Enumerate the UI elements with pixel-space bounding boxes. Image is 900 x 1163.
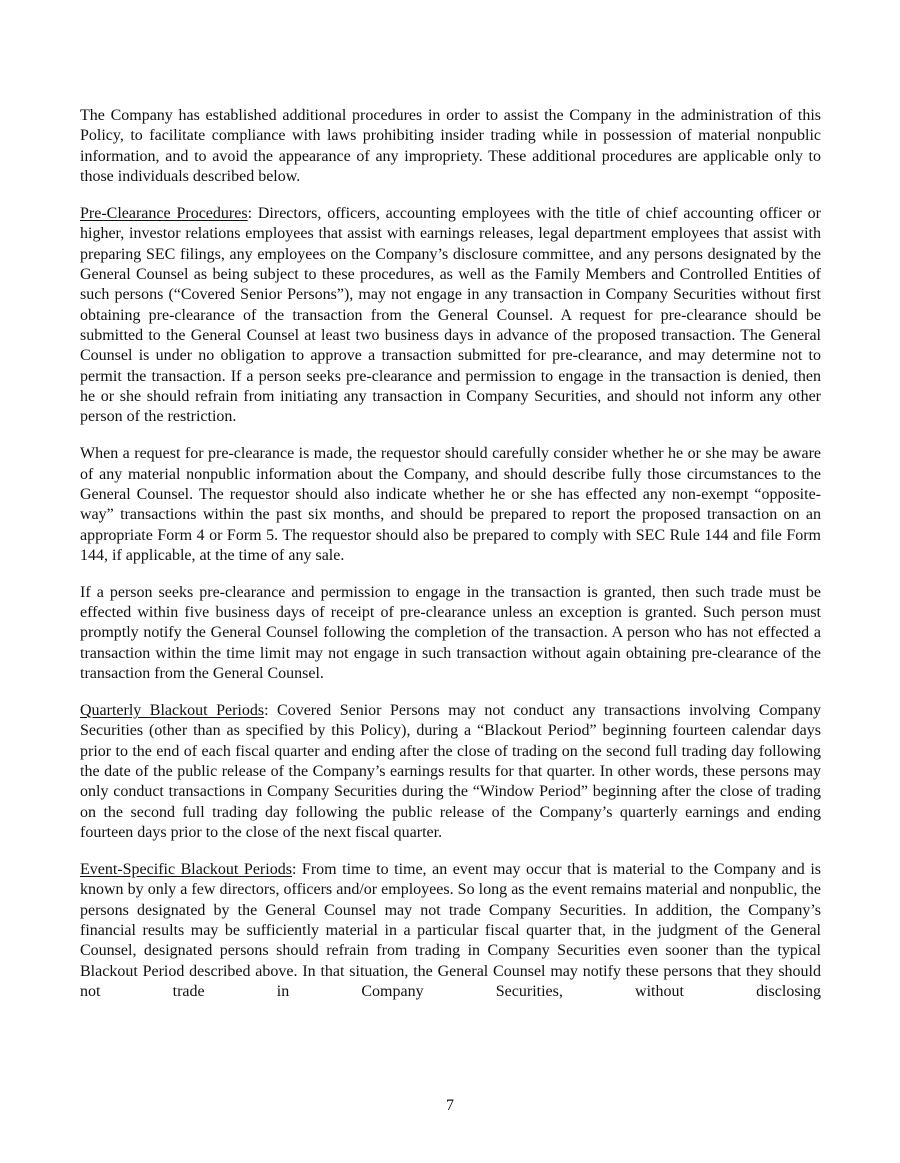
paragraph-intro [80,106,821,187]
paragraph-quarterly-blackout [80,701,821,843]
paragraph-text: : Directors, officers, accounting employees with the title of chief accounting officer or higher, investor relations employees that assist with earnings releases, legal department employees that assist with preparing SEC filings, any employees on the Company’s disclosure committee, and any persons designated by the General Counsel as being subject to these procedures, as well as the Family Members and Controlled Entities of such persons (“Covered Senior Persons”), may not engage in any transaction in Company Securities without first obtaining pre-clearance of the transaction from the General Counsel. A request for pre-clearance should be submitted to the General Counsel at least two business days in advance of the proposed transaction. The General Counsel is under no obligation to approve a transaction submitted for pre-clearance, and may determine not to permit the transaction. If a person seeks pre-clearance and permission to engage in the transaction is denied, then he or she should refrain from initiating any transaction in Company Securities, and should not inform any other person of the restriction. [80,204,821,426]
paragraph-event-blackout [80,860,821,1002]
paragraph-text: : From time to time, an event may occur that is material to the Company and is known by only a few directors, officers and/or employees. So long as the event remains material and nonpublic, the persons designated by the General Counsel may not trade Company Securities. In addition, the Company’s financial results may be sufficiently material in a particular fiscal quarter that, in the judgment of the General Counsel, designated persons should refrain from trading in Company Securities even sooner than the typical Blackout Period described above. In that situation, the General Counsel may notify these persons that they should not trade in Company Securities, without disclosing [80,860,822,1000]
paragraph-text: The Company has established additional procedures in order to assist the Company in the administration of this Policy, to facilitate compliance with laws prohibiting insider trading while in possession of material nonpublic information, and to avoid the appearance of any impropriety. These additional procedures are applicable only to those individuals described below. [80,107,821,186]
paragraph-text: : Covered Senior Persons may not conduct any transactions involving Company Securities (other than as specified by this Policy), during a “Blackout Period” beginning fourteen calendar days prior to the end of each fiscal quarter and ending after the close of trading on the second full trading day following the date of the public release of the Company’s earnings results for that quarter. In other words, these persons may only conduct transactions in Company Securities during the “Window Period” beginning after the close of trading on the second full trading day following the public release of the Company’s quarterly earnings and ending fourteen days prior to the close of the next fiscal quarter. [80,701,821,841]
paragraph-granted [80,583,821,685]
section-heading: Pre-Clearance Procedures [80,204,248,222]
paragraph-request [80,444,821,566]
paragraph-text: If a person seeks pre-clearance and permission to engage in the transaction is granted, then such trade must be effected within five business days of receipt of pre-clearance unless an exception is granted. Such person must promptly notify the General Counsel following the completion of the transaction. A person who has not effected a transaction within the time limit may not engage in such transaction without again obtaining pre-clearance of the transaction from the General Counsel. [80,583,821,683]
paragraph-text: When a request for pre-clearance is made, the requestor should carefully consider whether he or she may be aware of any material nonpublic information about the Company, and should describe fully those circumstances to the General Counsel. The requestor should also indicate whether he or she has effected any non-exempt “opposite-way” transactions within the past six months, and should be prepared to report the proposed transaction on an appropriate Form 4 or Form 5. The requestor should also be prepared to comply with SEC Rule 144 and file Form 144, if applicable, at the time of any sale. [80,445,821,564]
section-heading: Quarterly Blackout Periods [80,701,265,719]
document-body [80,106,821,1019]
page-number: 7 [446,1097,454,1114]
paragraph-pre-clearance [80,204,821,428]
section-heading: Event-Specific Blackout Periods [80,860,292,878]
